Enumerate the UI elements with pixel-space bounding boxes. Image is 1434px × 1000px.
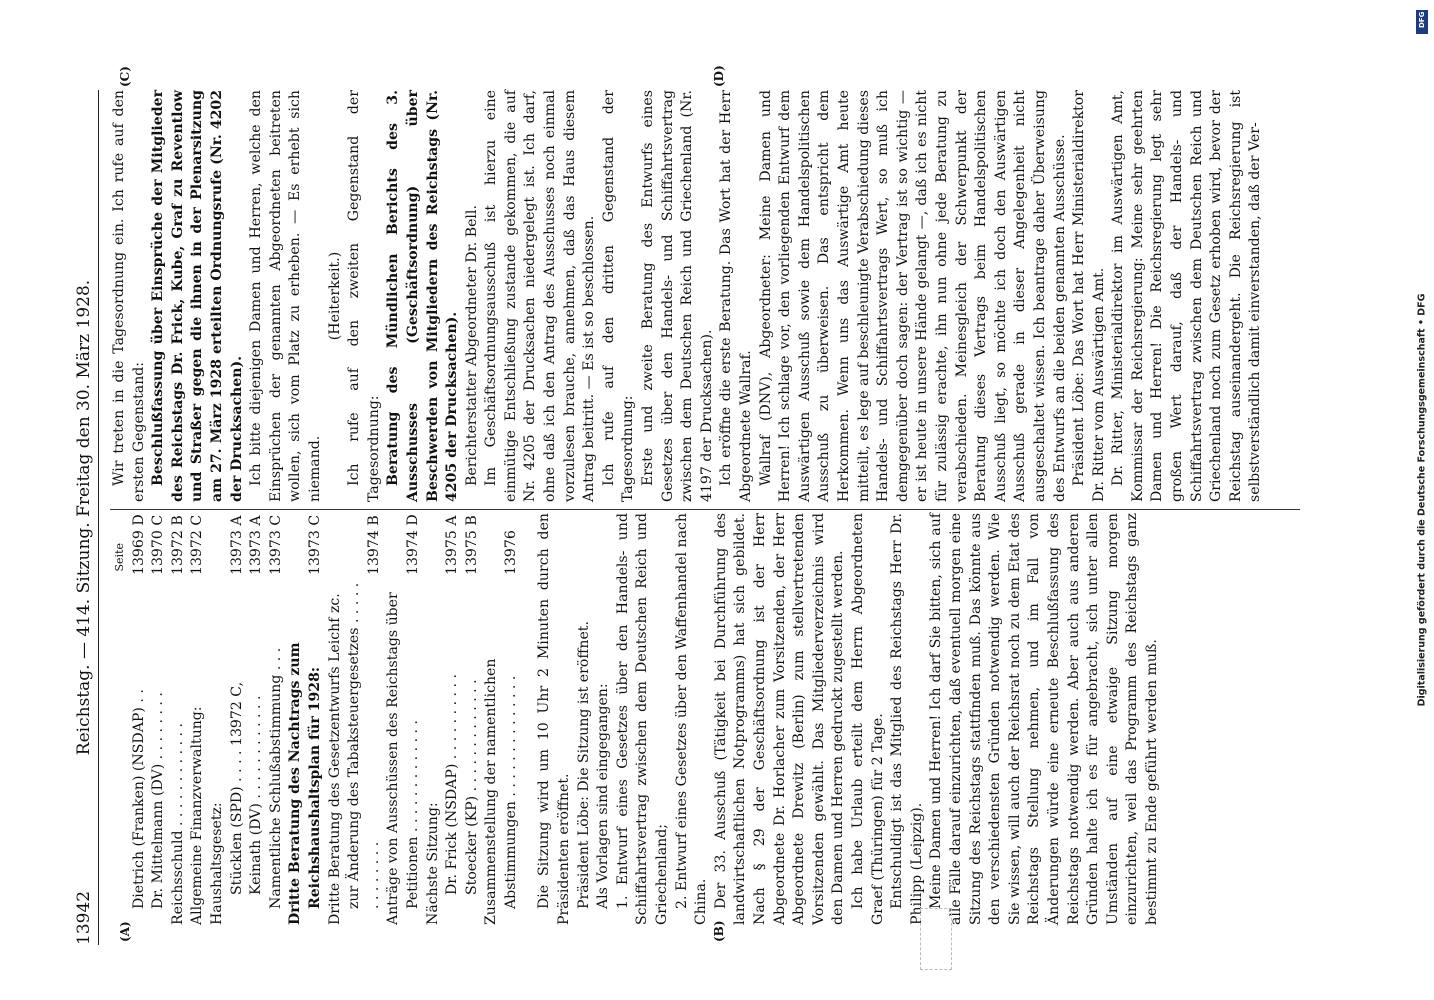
toc-entry-text: Anträge von Ausschüssen des Reichstags über Petitionen . . . . . . . . . . . . . [385,592,421,925]
toc-entry-text: Dr. Mittelmann (DV) . . . . . . . . [150,692,167,909]
seite-label: Seite [113,543,126,572]
toc-entry-page: 13973 A [228,515,245,575]
toc-entry [463,513,483,925]
toc-entry-text: Reichsschuld . . . . . . . . . . . . [169,723,186,925]
toc-entry-text: Keinath (DV) . . . . . . . . . . . . [248,695,265,895]
margin-mark-d: (D) [712,65,726,87]
toc-entry [482,513,521,925]
body-paragraph: Ich eröffne die erste Beratung. Das Wort hat der Herr Abgeordnete Wallraf. [718,90,754,502]
body-paragraph: Berichterstatter Abgeordneter Dr. Bell. [463,205,480,486]
toc-entry-page: 13976 [502,530,519,575]
toc-entry [130,513,150,925]
toc-entry-page: 13970 C [150,514,167,575]
toc-entry-text: Allgemeine Finanzverwaltung: [189,706,206,925]
toc-entry-page: 13973 A [248,515,265,575]
toc-entry [267,513,287,925]
toc-entry-page: 13972 B [169,515,186,575]
toc-entry [326,513,385,925]
body-paragraph: Erste und zweite Beratung des Entwurfs eines Gesetzes über den Handels- und Schiffahrtsvertrag zwischen dem Deutschen Reich und Griechenland (Nr. 4197 der Drucksachen). [640,90,715,502]
body-paragraph: Ich rufe auf den dritten Gegenstand der Tagesordnung: [600,90,637,502]
toc-entry [384,513,423,925]
page-title: Reichstag. — 414. Sitzung. Freitag den 30. März 1928. [74,279,94,756]
toc-entry-page: 13974 B [365,515,382,575]
toc-entry-page: 13975 B [463,515,480,575]
toc-entry-text: Dritte Beratung des Nachtrags zum Reichshaushaltsplan für 1928: [287,642,323,925]
body-paragraph: Wir treten in die Tagesordnung ein. Ich rufe auf den ersten Gegenstand: [111,90,147,502]
toc-entry [188,513,208,925]
margin-mark-b: (B) [712,920,726,942]
toc-entry-page: 13969 D [130,514,147,575]
toc-entry [286,513,325,925]
toc-entry-page: 13973 C [267,514,284,575]
body-paragraph: Präsident Löbe: Das Wort hat Herr Ministerialdirektor Dr. Ritter vom Auswärtigen Amt. [1071,90,1107,502]
left-column [110,513,1162,925]
toc-entry-text: Dritte Beratung des Gesetzentwurfs Leichf zc. zur Änderung des Tabaksteuergesetzes . . . . . . . . . . . . . [326,582,382,925]
toc-entry [228,513,248,925]
toc-entry [247,513,267,925]
toc-list [130,513,287,925]
body-paragraph: Ich habe Urlaub erteilt dem Herrn Abgeordneten Graef (Thüringen) für 2 Tage. [849,513,886,925]
body-paragraph: Meine Damen und Herren! Ich darf Sie bitten, sich auf alle Fälle darauf einzurichten, daß eventuell morgen eine Sitzung des Reichstags stattfinden muß. Das könnte aus den verschiedensten Gründen notwendig werden. Wie Sie wissen, will auch der Reichsrat noch zu dem Etat des Reichstags Stellung nehmen, und im Fall von Änderungen würde eine erneute Beschlußfassung des Reichstags notwendig werden. Aber auch aus anderen Gründen halte ich es für angebracht, sich unter allen Umständen auf eine etwaige Sitzung morgen einzurichten, weil das Programm des Reichstags ganz bestimmt zu Ende geführt werden muß. [928,513,1160,925]
body-paragraph: Als Vorlagen sind eingegangen: [595,683,612,909]
toc-entry-text: Stoecker (KP) . . . . . . . . . . . . . [463,679,480,895]
toc-entry-text: Haushaltsgesetz: [208,802,225,925]
right-column [110,90,1266,502]
body-paragraph: Der 33. Ausschuß (Tätigkeit bei Durchführung des landwirtschaftlichen Notprogramms) hat sich gebildet. Nach § 29 der Geschäftsordnung ist der Herr Abgeordnete Dr. Horlacher zum Vorsitzenden, der Herr Abgeordnete Drewitz (Berlin) zum stellvertretenden Vorsitzenden gewählt. Das Mitgliederverzeichnis wird den Damen und Herren gedruckt zugestellt werden. [712,513,847,925]
margin-mark-c: (C) [118,66,132,87]
toc-entry-page: 13974 D [404,514,421,575]
right-body-text [110,90,1266,502]
body-paragraph: Entschuldigt ist das Mitglied des Reichstags Herr Dr. Philipp (Leipzig). [889,513,925,925]
toc-entry-page: 13973 C [306,514,323,575]
page-header [72,90,99,945]
dfg-credit-text: Digitalisierung gefördert durch die Deutsche Forschungsgemeinschaft • DFG [1416,293,1428,707]
body-paragraph: (Heiterkeit.) [326,251,343,341]
toc-entry [443,513,463,925]
toc-entry-text: Dietrich (Franken) (NSDAP) . . [130,689,147,909]
library-stamp [920,908,952,970]
body-paragraph: Dr. Ritter, Ministerialdirektor im Auswärtigen Amt, Kommissar der Reichsregierung: Meine sehr geehrten Damen und Herren! Die Reichsregierung legt sehr großen Wert darauf, daß der Handels- und Schiffahrtsvertrag zwischen dem Deutschen Reich und Griechenland noch zum Gesetz erhoben wird, bevor der Reichstag auseinandergeht. Die Reichsregierung ist selbstverständlich damit einverstanden, daß der Ver- [1110,90,1264,502]
body-paragraph: Ich rufe auf den zweiten Gegenstand der Tagesordnung: [346,90,382,502]
body-paragraph: Die Sitzung wird um 10 Uhr 2 Minuten durch den Präsidenten eröffnet. [536,513,573,925]
body-paragraph: Wallraf (DNV), Abgeordneter: Meine Damen und Herren! Ich schlage vor, den vorliegenden Entwurf dem Auswärtigen Ausschuß sowie dem Handelspolitischen Ausschuß zu überweisen. Das entspricht dem Herkommen. Wenn uns das Auswärtige Amt heute mitteilt, es lege auf beschleunigte Verabschiedung dieses Handels- und Schiffahrtsvertrags Wert, so muß ich demgegenüber doch sagen: der Vertrag ist so wichtig — er ist heute in unsere Hände gelangt —, daß ich es nicht für zulässig erachte, ihn nun ohne jede Beratung zu verabschieden. Meinesgleich der Schwerpunkt der Beratung dieses Vertrags beim Handelspolitischen Ausschuß liegt, so möchte ich doch den Auswärtigen Ausschuß gerade in dieser Angelegenheit nicht ausgeschaltet wissen. Ich beantrage daher Überweisung des Entwurfs an die beiden genannten Ausschüsse. [757,90,1068,502]
toc-entry-text: Dr. Frick (NSDAP) . . . . . . . . . . [444,674,461,895]
dfg-sidebar [1416,10,1428,990]
toc-entry-text: Zusammenstellung der namentlichen Abstimmungen . . . . . . . . . . . . . . [483,658,519,925]
toc-entry-text: Namentliche Schlußabstimmung . . . [267,647,284,909]
column-divider [110,509,1300,510]
left-body-text [535,513,1162,925]
body-paragraph: Präsident Löbe: Die Sitzung ist eröffnet. [575,621,592,909]
toc-naechste-label: Nächste Sitzung: [424,802,441,925]
margin-mark-a: (A) [118,921,132,942]
toc-entry-text: Stücklen (SPD) . . . . 13972 C, [228,681,245,895]
body-paragraph: 1. Entwurf eines Gesetzes über den Handels- und Schiffahrtsvertrag zwischen dem Deutschen Reich und Griechenland; [614,513,671,925]
toc-entry-page: 13972 C [189,514,206,575]
body-paragraph: Im Geschäftsordnungsausschuß ist hierzu eine einmütige Entschließung zustande gekommen, die auf Nr. 4205 der Drucksachen niedergelegt ist. Ich darf, ohne daß ich den Antrag des Ausschusses noch einmal vorzulesen brauche, annehmen, daß das Haus diesem Antrag beitritt. — Es ist so beschlossen. [483,90,598,502]
body-paragraph: Beschlußfassung über Einsprüche der Mitglieder des Reichstags Dr. Frick, Kube, Graf zu Reventlow und Straßer gegen die ihnen in der Plenarsitzung am 27. März 1928 erteilten Ordnungsrufe (Nr. 4202 der Drucksachen). [150,90,245,502]
toc-entry-page: 13975 A [444,515,461,575]
body-paragraph: Beratung des Mündlichen Berichts des 3. Ausschusses (Geschäftsordnung) über Beschwerden von Mitgliedern des Reichstags (Nr. 4205 der Drucksachen). [385,90,461,502]
toc-entry [208,513,228,925]
body-paragraph: 2. Entwurf eines Gesetzes über den Waffenhandel nach China. [673,513,710,925]
dfg-logo-icon: DFG [1416,10,1428,34]
toc-entry [149,513,169,925]
page-number: 13942 [74,890,94,945]
toc-entry [169,513,189,925]
body-paragraph: Ich bitte diejenigen Damen und Herren, welche den Einsprüchen der genannten Abgeordneten beitreten wollen, sich vom Platz zu erheben. — Es erhebt sich niemand. [248,90,323,502]
